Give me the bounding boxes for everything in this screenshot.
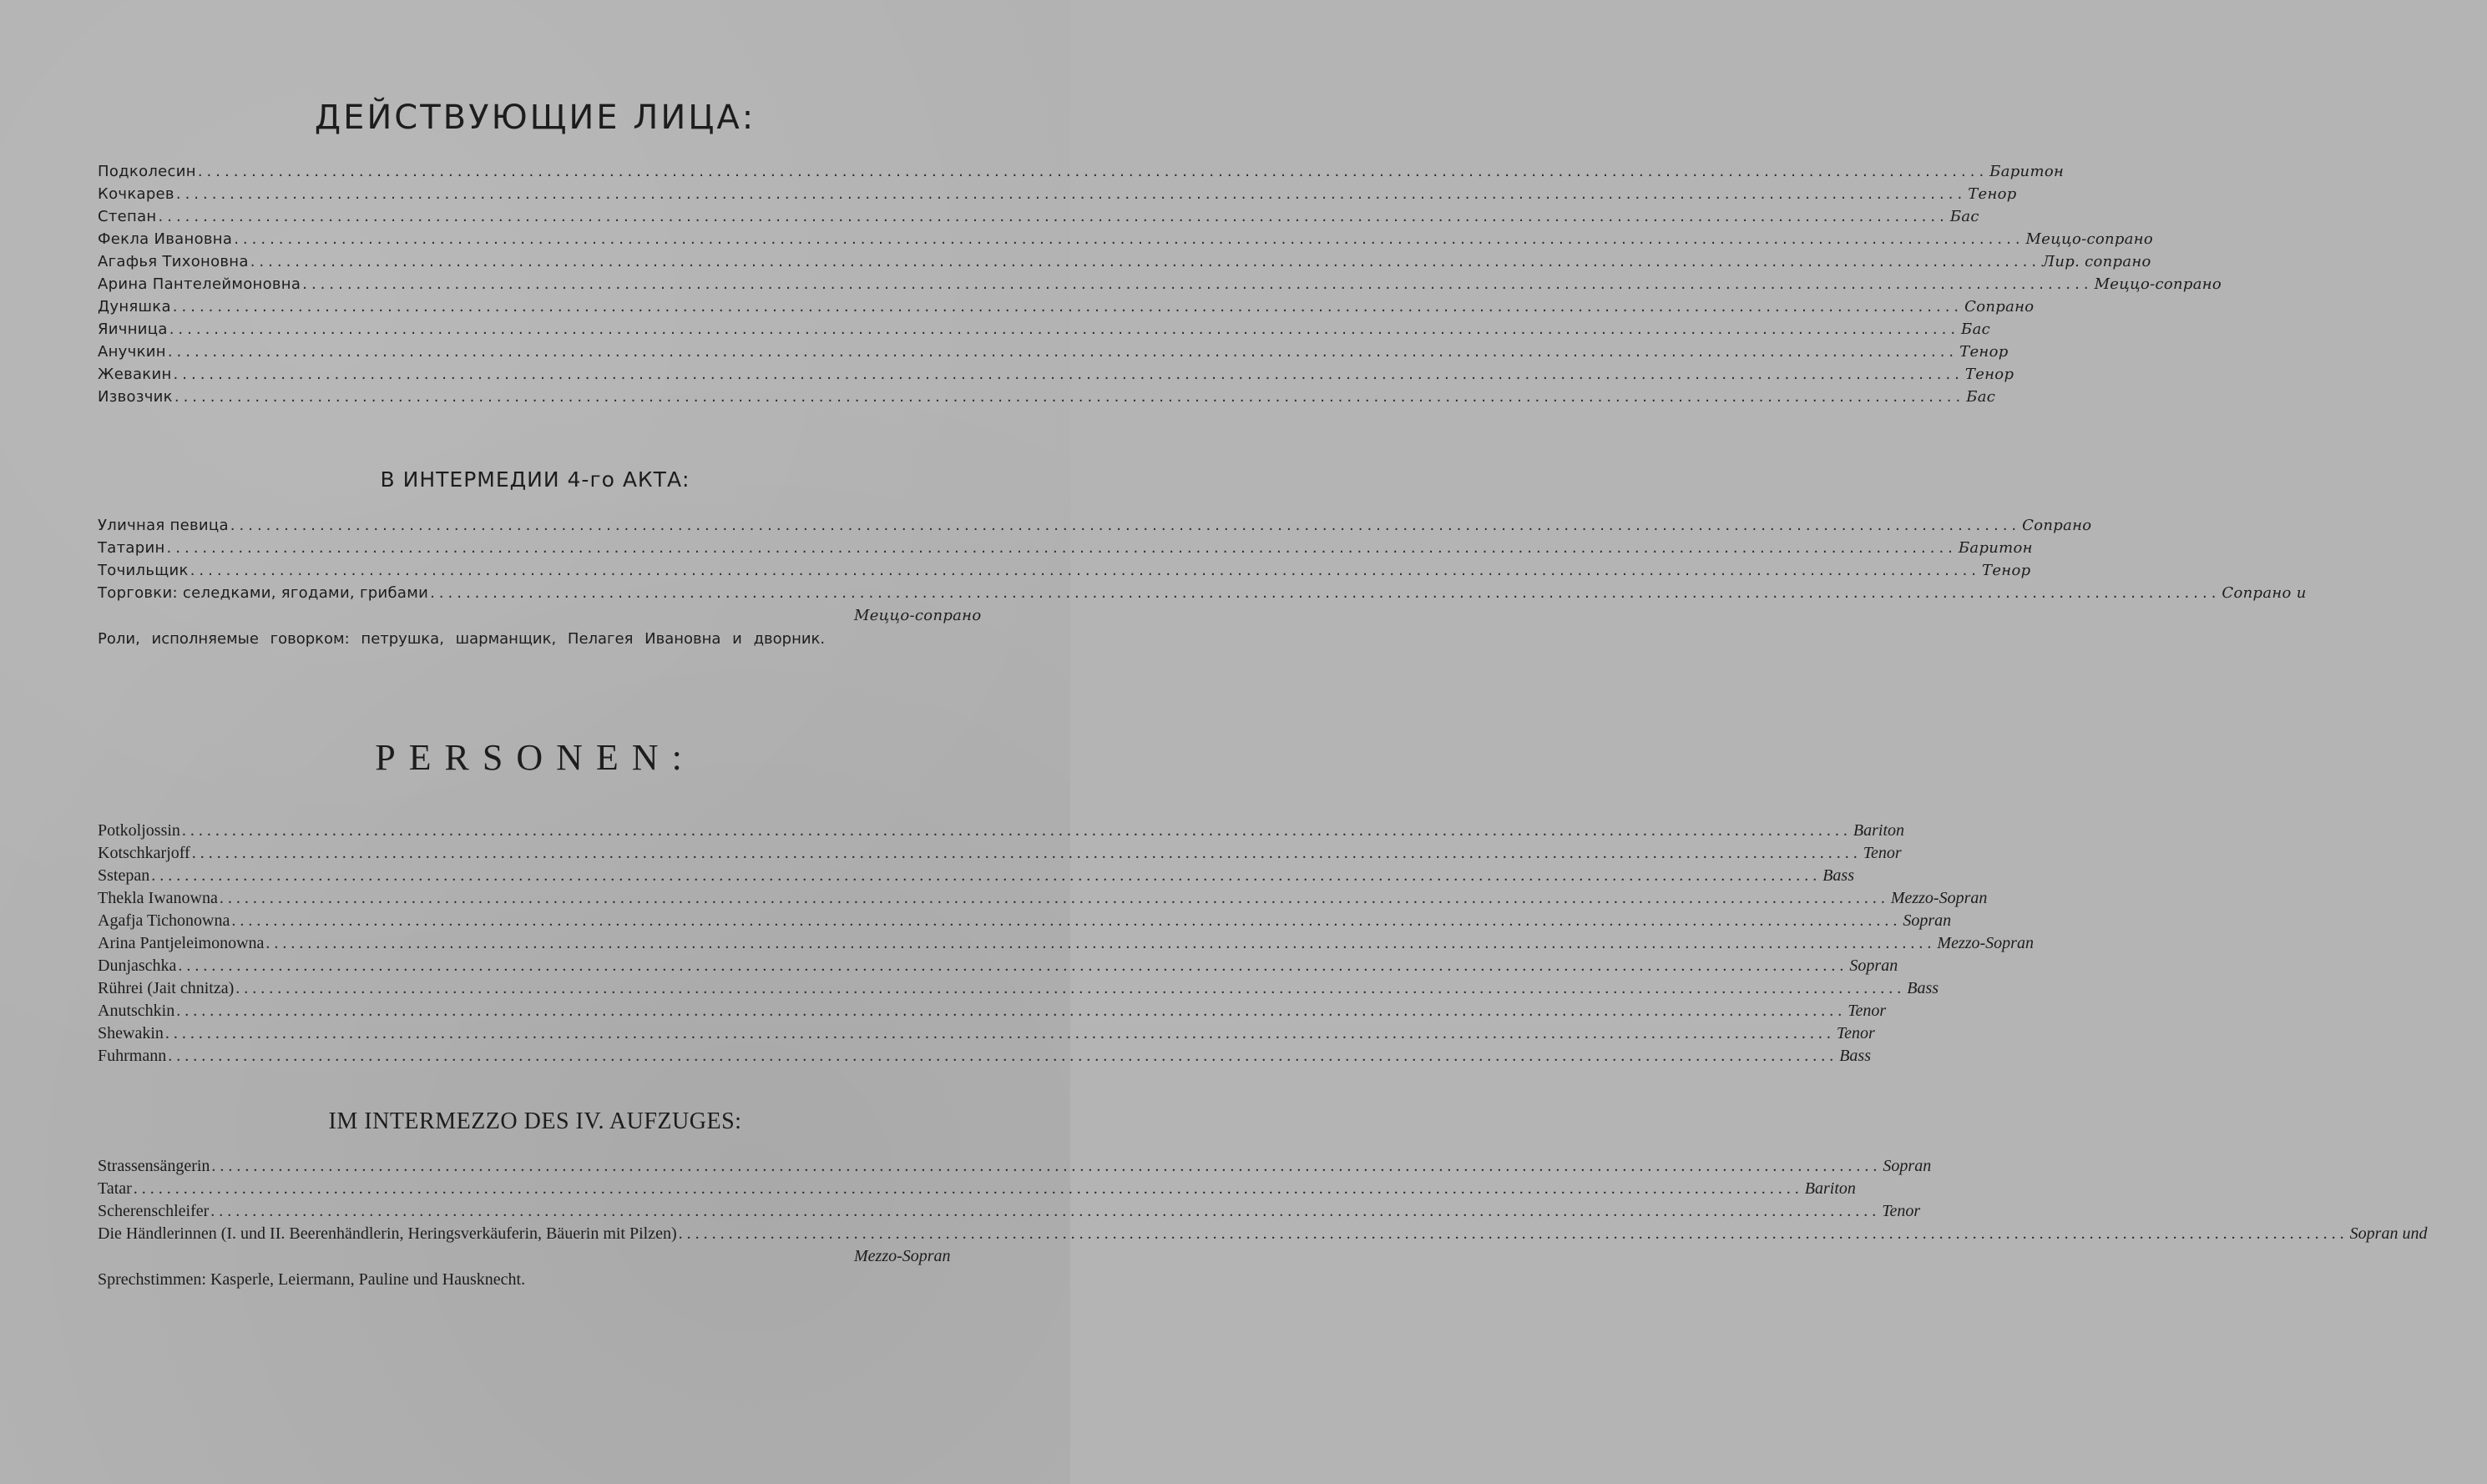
role-name: Dunjaschka [98, 957, 177, 975]
voice-type: Mezzo-Sopran [1890, 889, 1988, 907]
role-name: Scherenschleifer [98, 1202, 210, 1220]
cast-row [98, 559, 2031, 582]
leader-dots: ........................................................................................................................................................................................................ [197, 163, 1989, 180]
voice-type: Sopran [1849, 957, 1898, 975]
voice-type: Баритон [1989, 163, 2065, 180]
leader-dots: ........................................................................................................................................................................................................ [166, 539, 1957, 557]
voice-type: Сопрано и [2222, 584, 2307, 602]
role-name: Дуняшка [98, 298, 171, 315]
role-name: Извозчик [98, 388, 173, 406]
leader-dots: ........................................................................................................................................................................................................ [168, 1047, 1838, 1065]
voice-type: Bass [1822, 866, 1855, 885]
voice-type: Bariton [1853, 821, 1905, 840]
voice-type: Тенор [1968, 185, 2017, 203]
voice-type: Тенор [1982, 562, 2031, 579]
leader-dots: ........................................................................................................................................................................................................ [172, 298, 1964, 315]
voice-type: Бас [1961, 321, 1990, 338]
role-name: Kotschkarjoff [98, 844, 190, 862]
voice-type: Tenor [1848, 1002, 1887, 1020]
role-name: Уличная певица [98, 517, 229, 534]
leader-dots: ........................................................................................................................................................................................................ [231, 911, 1902, 930]
cast-row [98, 341, 2009, 363]
leader-dots: ........................................................................................................................................................................................................ [178, 957, 1848, 975]
cast-row [98, 363, 2014, 386]
role-name: Жевакин [98, 366, 172, 383]
cast-row [98, 932, 2034, 955]
leader-dots: ........................................................................................................................................................................................................ [167, 343, 1959, 361]
cast-row [98, 250, 2151, 273]
cast-row [98, 318, 1990, 341]
role-name: Анучкин [98, 343, 166, 361]
russian-title: ДЕЙСТВУЮЩИЕ ЛИЦА: [314, 98, 756, 137]
role-name: Sstepan [98, 866, 150, 885]
leader-dots: ........................................................................................................................................................................................................ [210, 1202, 1881, 1220]
voice-type: Sopran [1883, 1157, 1932, 1175]
leader-dots: ........................................................................................................................................................................................................ [164, 1024, 1835, 1042]
leader-dots: ........................................................................................................................................................................................................ [190, 562, 1981, 579]
leader-dots: ........................................................................................................................................................................................................ [173, 366, 1964, 383]
cast-row [98, 955, 1898, 977]
leader-dots: ........................................................................................................................................................................................................ [158, 208, 1949, 225]
cast-row [98, 1223, 2428, 1245]
role-name: Die Händlerinnen (I. und II. Beerenhändlerin, Heringsverkäuferin, Bäuerin mit Pilzen) [98, 1224, 677, 1243]
leader-dots: ........................................................................................................................................................................................................ [181, 821, 1852, 840]
voice-type: Tenor [1836, 1024, 1875, 1042]
voice-type: Mezzo-Sopran [854, 1247, 951, 1265]
voice-type: Сопрано [2022, 517, 2092, 534]
cast-row [98, 1155, 1932, 1178]
voice-type: Sopran [1903, 911, 1952, 930]
role-name: Татарин [98, 539, 165, 557]
voice-type: Лир. сопрано [2042, 253, 2151, 270]
german-intermezzo-title: IM INTERMEZZO DES IV. AUFZUGES: [328, 1108, 742, 1134]
voice-type: Bass [1839, 1047, 1872, 1065]
role-name: Fuhrmann [98, 1047, 167, 1065]
role-name: Shewakin [98, 1024, 164, 1042]
role-name: Кочкарев [98, 185, 174, 203]
role-name: Potkoljossin [98, 821, 180, 840]
role-name: Anutschkin [98, 1002, 175, 1020]
voice-continuation-row [98, 1245, 991, 1268]
cast-row [98, 295, 2035, 318]
cast-row [98, 1000, 1887, 1022]
german-spoken-roles-note: Sprechstimmen: Kasperle, Leiermann, Pauline und Hausknecht. [98, 1270, 526, 1289]
leader-dots: ........................................................................................................................................................................................................ [169, 321, 1960, 338]
leader-dots: ........................................................................................................................................................................................................ [265, 934, 1936, 952]
role-name: Thekla Iwanowna [98, 889, 218, 907]
cast-row [98, 887, 1988, 910]
cast-row [98, 1178, 1856, 1200]
cast-row [98, 865, 1855, 887]
russian-spoken-roles-note: Роли, исполняемые говорком: петрушка, шарманщик, Пелагея Ивановна и дворник. [98, 630, 826, 648]
voice-type: Меццо-сопрано [2094, 275, 2222, 293]
cast-row [98, 514, 2092, 537]
leader-dots: ........................................................................................................................................................................................................ [151, 866, 1822, 885]
voice-type: Бас [1966, 388, 1996, 406]
role-name: Rührei (Jait chnitza) [98, 979, 235, 997]
role-name: Яичница [98, 321, 168, 338]
voice-continuation-row [98, 604, 991, 627]
role-name: Agafja Tichonowna [98, 911, 230, 930]
leader-dots: ........................................................................................................................................................................................................ [230, 517, 2021, 534]
voice-type: Меццо-сопрано [854, 607, 982, 624]
voice-type: Tenor [1863, 844, 1902, 862]
voice-type: Mezzo-Sopran [1937, 934, 2034, 952]
role-name: Торговки: селедками, ягодами, грибами [98, 584, 429, 602]
cast-row [98, 273, 2222, 295]
role-name: Степан [98, 208, 157, 225]
leader-dots: ........................................................................................................................................................................................................ [175, 185, 1967, 203]
voice-type: Tenor [1882, 1202, 1921, 1220]
cast-row [98, 910, 1952, 932]
german-title: PERSONEN: [375, 737, 695, 778]
leader-dots: ........................................................................................................................................................................................................ [176, 1002, 1847, 1020]
role-name: Arina Pantjeleimonowna [98, 934, 265, 952]
voice-type: Тенор [1959, 343, 2009, 361]
cast-row [98, 842, 1902, 865]
russian-cast-list [98, 160, 2222, 408]
role-name: Strassensängerin [98, 1157, 210, 1175]
cast-row [98, 1045, 1872, 1068]
role-name: Точильщик [98, 562, 189, 579]
leader-dots: ........................................................................................................................................................................................................ [191, 844, 1862, 862]
leader-dots: ........................................................................................................................................................................................................ [250, 253, 2041, 270]
leader-dots: ........................................................................................................................................................................................................ [219, 889, 1889, 907]
cast-row [98, 537, 2033, 559]
cast-row [98, 183, 2017, 205]
cast-row [98, 582, 2307, 604]
voice-type: Бас [1949, 208, 1979, 225]
voice-type: Тенор [1964, 366, 2014, 383]
cast-row [98, 205, 1979, 228]
leader-dots: ........................................................................................................................................................................................................ [678, 1224, 2348, 1243]
voice-type: Меццо-сопрано [2025, 230, 2154, 248]
voice-type: Сопрано [1964, 298, 2035, 315]
leader-dots: ........................................................................................................................................................................................................ [133, 1179, 1803, 1198]
voice-type: Sopran und [2349, 1224, 2428, 1243]
role-name: Фекла Ивановна [98, 230, 233, 248]
german-intermezzo-cast-list [98, 1155, 2428, 1268]
cast-row [98, 160, 2065, 183]
cast-row [98, 386, 1996, 408]
cast-row [98, 228, 2154, 250]
cast-row [98, 1022, 1875, 1045]
leader-dots: ........................................................................................................................................................................................................ [235, 979, 1906, 997]
cast-row [98, 1200, 1921, 1223]
leader-dots: ........................................................................................................................................................................................................ [430, 584, 2221, 602]
leader-dots: ........................................................................................................................................................................................................ [211, 1157, 1882, 1175]
voice-type: Bariton [1804, 1179, 1856, 1198]
leader-dots: ........................................................................................................................................................................................................ [302, 275, 2093, 293]
voice-type: Баритон [1958, 539, 2033, 557]
leader-dots: ........................................................................................................................................................................................................ [174, 388, 1965, 406]
voice-type: Bass [1907, 979, 1939, 997]
role-name: Подколесин [98, 163, 196, 180]
cast-row [98, 977, 1939, 1000]
german-cast-list [98, 820, 2034, 1068]
cast-row [98, 820, 1905, 842]
russian-intermezzo-cast-list [98, 514, 2307, 627]
role-name: Арина Пантелеймоновна [98, 275, 301, 293]
russian-intermezzo-title: В ИНТЕРМЕДИИ 4-го АКТА: [380, 467, 690, 492]
role-name: Агафья Тихоновна [98, 253, 249, 270]
leader-dots: ........................................................................................................................................................................................................ [234, 230, 2024, 248]
role-name: Tatar [98, 1179, 132, 1198]
